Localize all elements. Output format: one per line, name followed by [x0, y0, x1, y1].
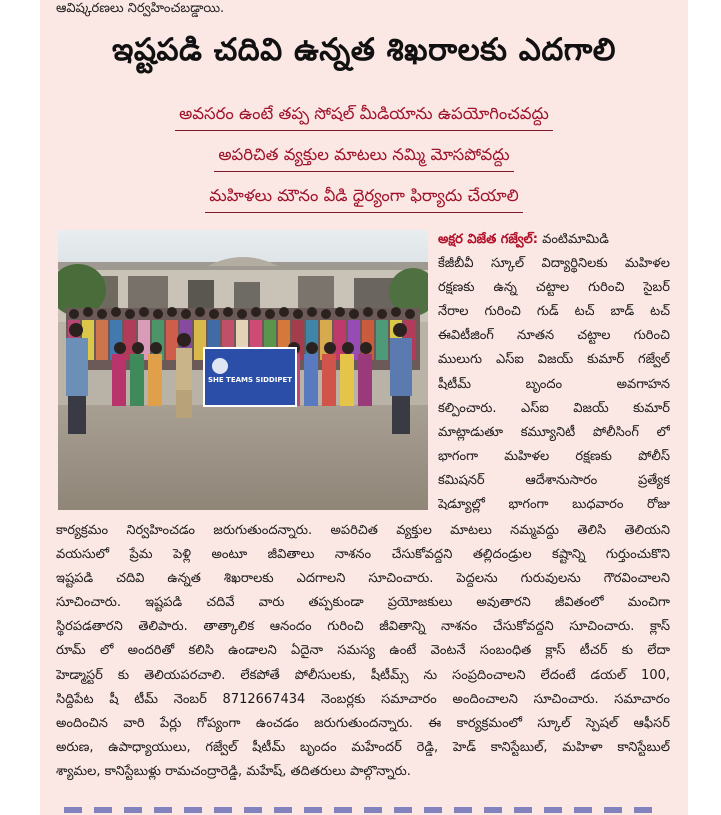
previous-article-tail: ఆవిష్కరణలు నిర్వహించబడ్డాయి. — [56, 1, 225, 16]
body-line: ఇష్టపడి చదివి ఉన్నత శిఖరాలకు ఎదగాలని సూచించారు. పెద్దలను గురువులను గౌరవించాలని — [56, 571, 670, 587]
side-line: కల్పించారు. ఎస్ఐ విజయ్ కుమార్ — [438, 400, 670, 416]
body-line: సూచించారు. ఇష్టపడి చదివే వారు తప్పకుండా ప్రయోజకులు అవుతారని జీవితంలో మంచిగా — [56, 595, 670, 611]
side-line: నేరాల గురించి గుడ్ టచ్ బాడ్ టచ్ — [438, 304, 670, 320]
side-line: ములుగు ఎస్ఐ విజయ్ కుమార్ గజ్వేల్ — [438, 352, 670, 368]
side-line: కమిషనర్ ఆదేశానుసారం ప్రత్యేక — [438, 472, 670, 488]
side-column-text — [438, 228, 670, 517]
next-article-edge — [40, 805, 688, 815]
subhead-2-text: అపరిచిత వ్యక్తుల మాటలు నమ్మి మోసపోవద్దు — [214, 145, 513, 172]
headline: ఇష్టపడి చదివి ఉన్నత శిఖరాలకు ఎదగాలి — [111, 32, 616, 68]
dateline: అక్షర విజేత గజ్వేల్: — [438, 232, 538, 247]
subhead-3-text: మహిళలు మౌనం వీడి ధైర్యంగా ఫిర్యాదు చేయాలి — [205, 186, 522, 213]
side-first-rest: వంటిమామిడి — [542, 232, 609, 247]
banner-text: SHE TEAMS SIDDIPET — [207, 376, 293, 384]
side-line: భాగంగా మహిళల రక్షణకు పోలీస్ — [438, 448, 670, 464]
next-headline-fragment — [64, 807, 664, 813]
subhead-3 — [40, 186, 688, 213]
side-line: కేజీబీవీ స్కూల్ విద్యార్థినిలకు మహిళల — [438, 256, 670, 272]
body-line: వయసులో ప్రేమ పెళ్లి అంటూ జీవితాలు నాశనం చేసుకోవద్దని తల్లిదండ్రుల కష్టాన్ని గుర్తుంచుకొని — [56, 547, 670, 563]
group-photo-image — [58, 230, 428, 510]
side-line: రక్షణకు ఉన్న చట్టాల గురించి సైబర్ — [438, 280, 670, 296]
side-line: ఈవిటీజింగ్ నూతన చట్టాల గురించి — [438, 328, 670, 344]
side-line: మాట్లాడుతూ కమ్యూనిటీ పోలీసింగ్ లో — [438, 424, 670, 440]
body-line: కార్యక్రమం నిర్వహించడం జరుగుతుందన్నారు. అపరిచిత వ్యక్తుల మాటలు నమ్మవద్దు తెలిసి తెలియని — [56, 523, 670, 538]
body-line: హెడ్మాస్టర్ కు తెలియపరచాలి. లేకపోతే పోలీసులకు, షీటీమ్స్ ను సంప్రదించాలని లేదంటే డయల్ 100, — [56, 667, 670, 683]
body-line: శ్యామల, కానిస్టేబుళ్లు రామచంద్రారెడ్డి, మహేష్, తదితరులు పాల్గొన్నారు. — [56, 763, 411, 779]
newspaper-clipping — [40, 0, 688, 815]
body-line: అరుణ, ఉపాధ్యాయులు, గజ్వేల్ షీటీమ్ బృందం మహేందర్ రెడ్డి, హెడ్ కానిస్టేబుల్, మహిళా కానిస్టేబుల్ — [56, 739, 670, 755]
subhead-2 — [40, 145, 688, 172]
article-body — [56, 519, 670, 784]
side-line-0 — [438, 228, 670, 252]
subhead-1 — [40, 104, 688, 131]
side-line: షీటీమ్ బృందం అవగాహన — [438, 376, 670, 392]
body-line: సిద్దిపేట షీ టీమ్ నెంబర్ 8712667434 నెంబర్లకు సమాచారం అందించాలని సూచించారు. సమాచారం — [56, 691, 670, 707]
side-line: షెడ్యూల్లో భాగంగా బుధవారం రోజు — [438, 497, 670, 513]
subhead-1-text: అవసరం ఉంటే తప్ప సోషల్ మీడియాను ఉపయోగించవద్దు — [175, 104, 553, 131]
body-line: స్థిరపడతారని తెలిపారు. తాత్కాలిక ఆనందం గురించి జీవితాన్ని నాశనం చేసుకోవద్దని సూచించారు. క్లాస్ — [56, 619, 670, 635]
group-photo — [58, 230, 428, 510]
body-line: అందించిన వారి పేర్లు గోప్యంగా ఉంచడం జరుగుతుందన్నారు. ఈ కార్యక్రమంలో స్కూల్ స్పెషల్ ఆఫీసర్ — [56, 715, 670, 731]
body-line: రూమ్ లో అందరితో కలిసి ఉండాలని ఏదైనా సమస్య ఉంటే వెంటనే సంబంధిత క్లాస్ టీచర్ కు లేదా — [56, 643, 670, 659]
